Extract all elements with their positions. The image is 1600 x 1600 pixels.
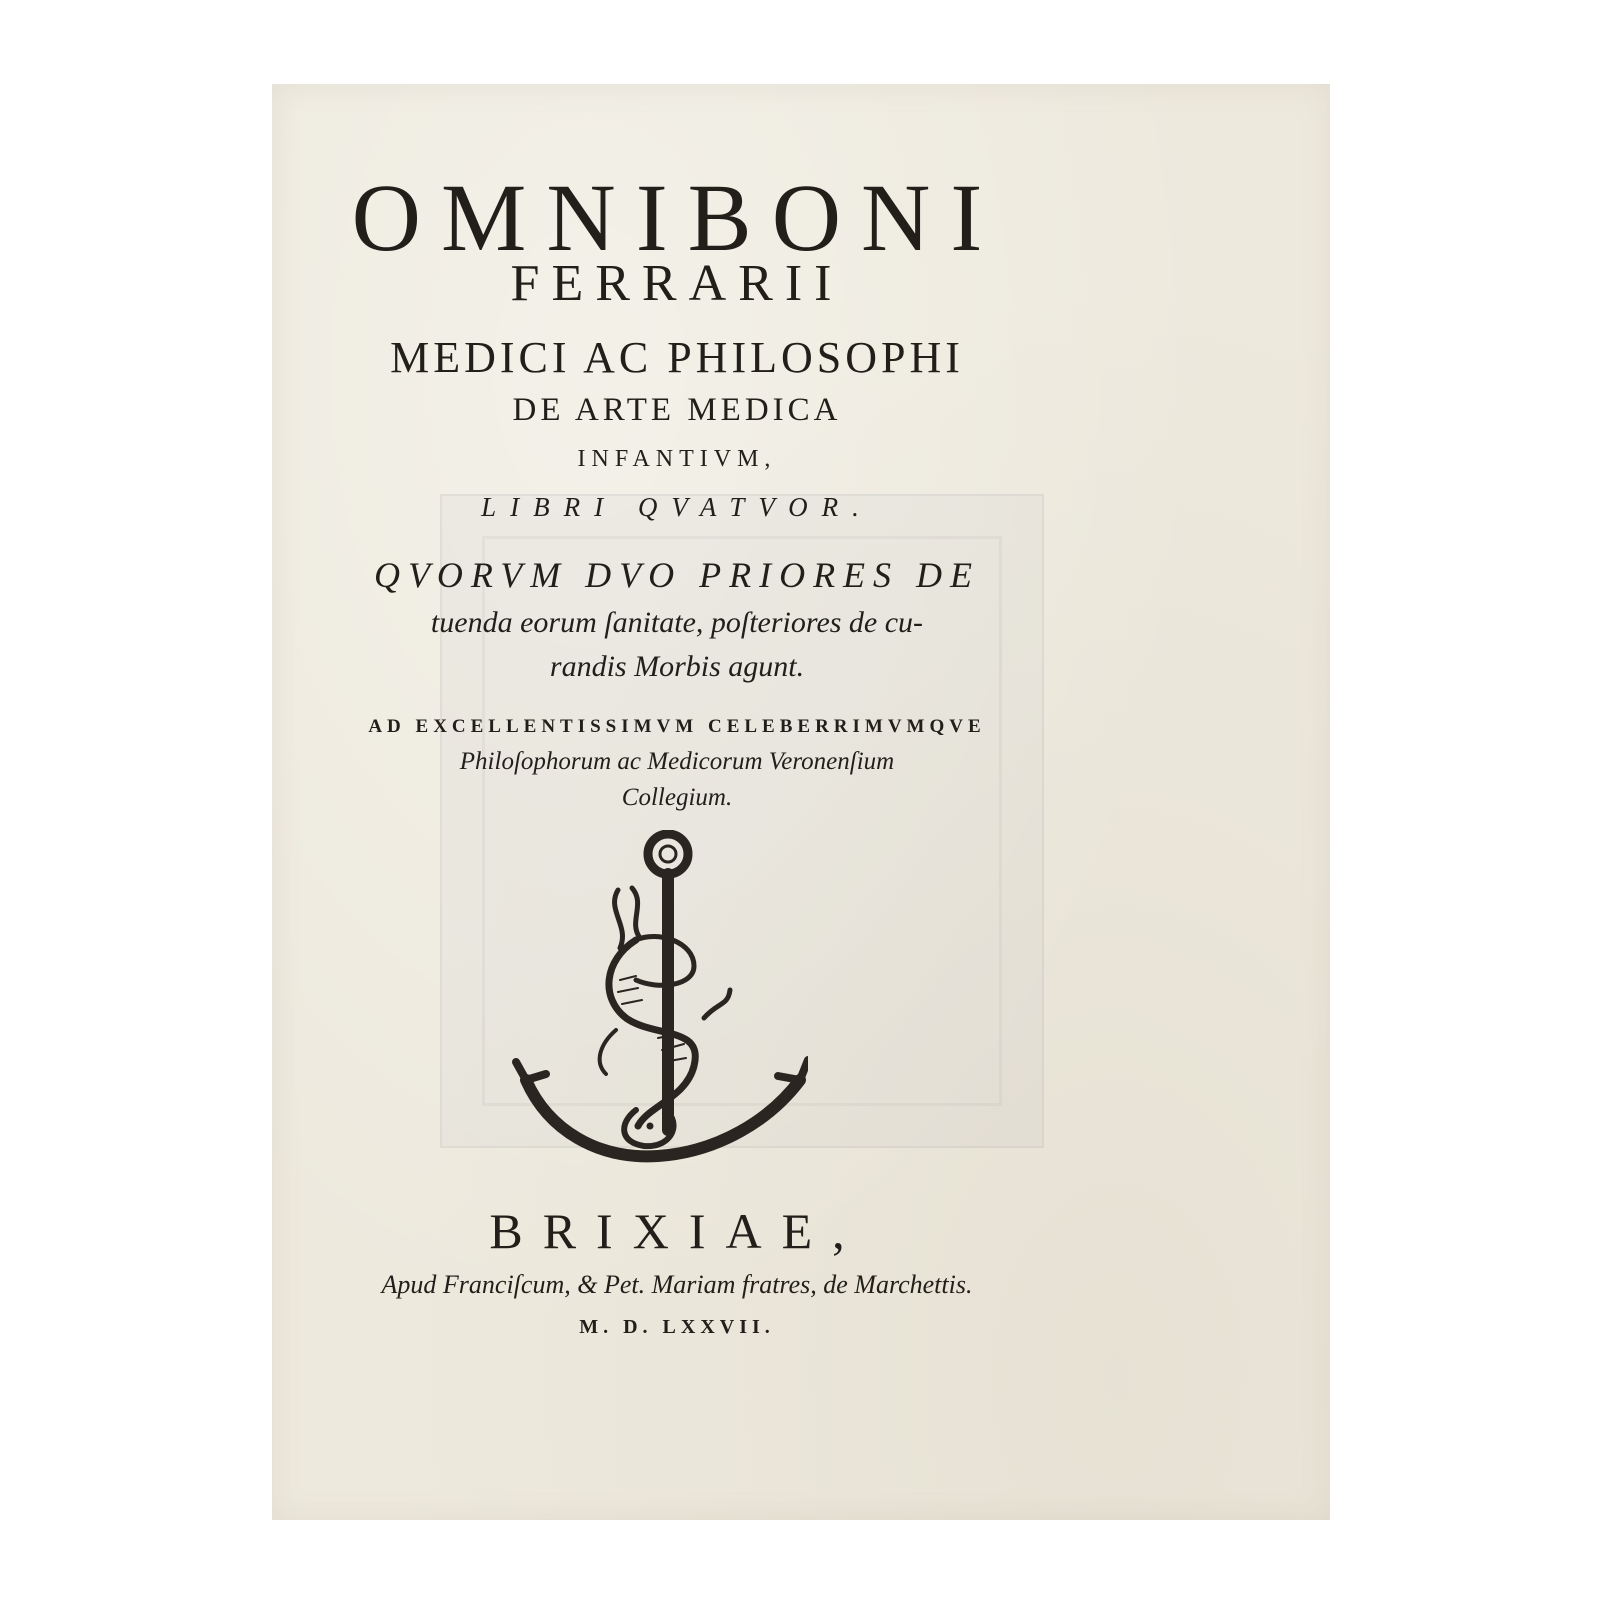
dedication-line-1: AD EXCELLENTISSIMVM CELEBERRIMVMQVE bbox=[368, 716, 986, 737]
place-of-publication: BRIXIAE, bbox=[489, 1203, 865, 1259]
title-line-1: DE ARTE MEDICA bbox=[512, 392, 842, 428]
printer-line: Apud Franciſcum, & Pet. Mariam fratres, de Marchettis. bbox=[381, 1270, 973, 1299]
anchor-dolphin-icon bbox=[508, 830, 808, 1190]
dedication-line-3: Collegium. bbox=[621, 784, 733, 811]
title-page bbox=[272, 84, 1330, 1520]
subtitle-line-3: randis Morbis agunt. bbox=[549, 650, 805, 683]
subtitle-line-2: tuenda eorum ſanitate, poſteriores de cu- bbox=[430, 606, 924, 639]
author-role: MEDICI AC PHILOSOPHI bbox=[390, 333, 964, 382]
title-line-2: INFANTIVM, bbox=[577, 446, 777, 472]
author-surname: FERRARII bbox=[510, 255, 844, 312]
publication-year: M. D. LXXVII. bbox=[579, 1316, 775, 1338]
title-line-3: LIBRI QVATVOR. bbox=[481, 492, 873, 522]
author-name: OMNIBONI bbox=[351, 164, 1003, 271]
subtitle-line-1: QVORVM DVO PRIORES DE bbox=[373, 555, 981, 595]
dedication-line-2: Philoſophorum ac Medicorum Veronenſium bbox=[459, 748, 895, 775]
